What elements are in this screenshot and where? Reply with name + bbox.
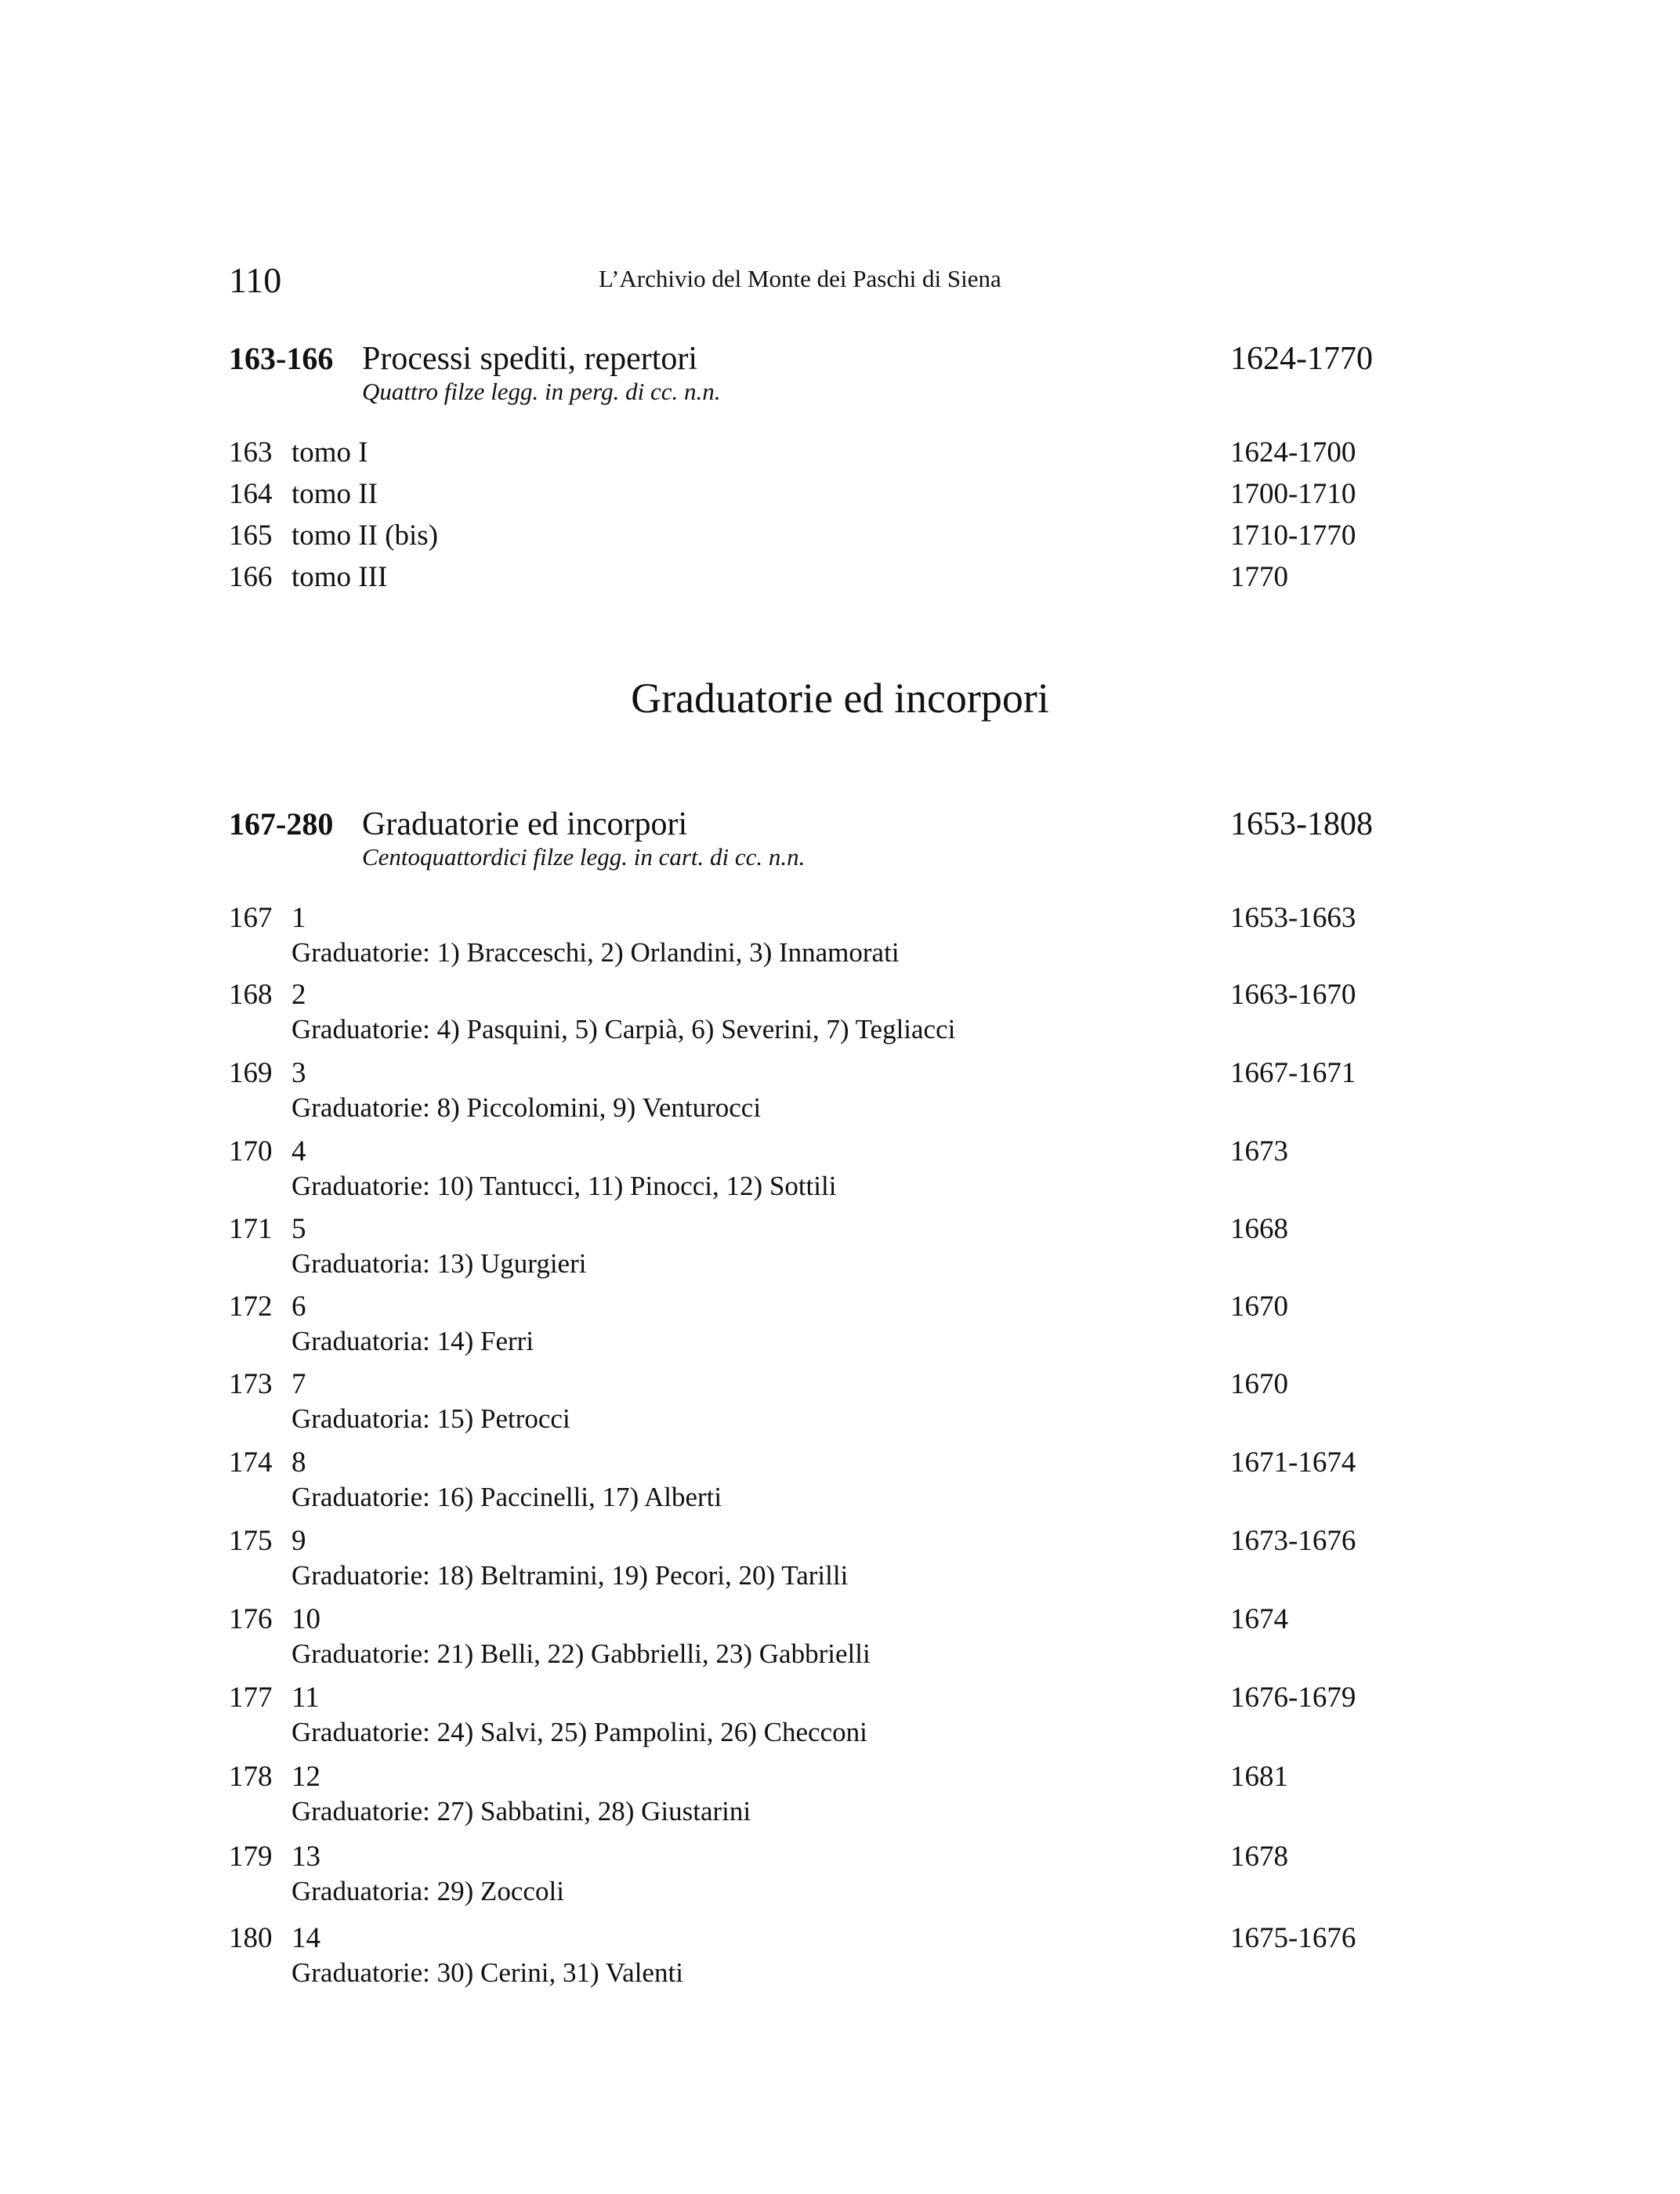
item-number: 166 [229,561,273,593]
item-content: Graduatorie: 8) Piccolomini, 9) Venturocci [291,1092,762,1123]
item-dates: 1670 [1230,1291,1288,1323]
item-dates: 1674 [1230,1603,1288,1635]
volume-number: 14 [291,1922,320,1954]
item-content: Graduatorie: 24) Salvi, 25) Pampolini, 26) Checconi [291,1717,867,1747]
list-item [229,474,1404,515]
series-heading-163-166 [229,337,1404,405]
volume-number: 2 [291,979,306,1011]
volume-number: 11 [291,1682,320,1714]
item-number: 165 [229,520,273,552]
list-item [229,1918,1404,1997]
item-dates: 1624-1700 [1230,436,1356,469]
volume-number: 5 [291,1213,306,1245]
volume-number: 8 [291,1446,306,1479]
item-label: tomo II (bis) [291,520,439,552]
item-number: 171 [229,1213,273,1245]
item-dates: 1710-1770 [1230,520,1356,552]
series-range: 167-280 [229,806,334,842]
item-number: 177 [229,1682,273,1714]
item-number: 179 [229,1841,273,1873]
item-content: Graduatoria: 15) Petrocci [291,1403,570,1434]
item-dates: 1667-1671 [1230,1057,1356,1089]
volume-number: 7 [291,1368,306,1400]
page-number: 110 [229,260,282,300]
item-number: 169 [229,1057,273,1089]
item-number: 167 [229,902,273,934]
item-dates: 1681 [1230,1761,1288,1793]
list-item [229,1131,1404,1210]
list-item [229,557,1404,598]
item-dates: 1653-1663 [1230,902,1356,934]
series-dates: 1653-1808 [1230,806,1373,842]
running-title: L’Archivio del Monte dei Paschi di Siena [599,265,1001,292]
item-dates: 1671-1674 [1230,1446,1356,1479]
item-content: Graduatorie: 10) Tantucci, 11) Pinocci, 12) Sottili [291,1171,837,1201]
list-item [229,1837,1404,1915]
section-title: Graduatorie ed incorpori [631,675,1049,722]
list-item [229,1757,1404,1835]
item-content: Graduatoria: 14) Ferri [291,1326,534,1356]
volume-number: 13 [291,1841,320,1873]
item-number: 170 [229,1135,273,1168]
item-dates: 1700-1710 [1230,478,1356,510]
item-number: 172 [229,1291,273,1323]
item-number: 176 [229,1603,273,1635]
series-range: 163-166 [229,341,334,376]
item-label: tomo II [291,478,378,510]
series-description: Quattro filze legg. in perg. di cc. n.n. [362,378,721,405]
volume-number: 3 [291,1057,306,1089]
item-number: 163 [229,436,273,469]
item-dates: 1670 [1230,1368,1288,1400]
volume-number: 10 [291,1603,320,1635]
item-dates: 1678 [1230,1841,1288,1873]
series-dates: 1624-1770 [1230,341,1373,377]
item-dates: 1770 [1230,561,1288,593]
item-content: Graduatorie: 21) Belli, 22) Gabbrielli, 23) Gabbrielli [291,1638,871,1669]
item-number: 178 [229,1761,273,1793]
volume-number: 9 [291,1525,306,1557]
item-number: 168 [229,979,273,1011]
item-content: Graduatoria: 13) Ugurgieri [291,1248,587,1279]
item-dates: 1673-1676 [1230,1525,1356,1557]
item-content: Graduatoria: 29) Zoccoli [291,1876,564,1906]
list-item [229,975,1404,1053]
list-item [229,433,1404,473]
item-number: 173 [229,1368,273,1400]
volume-number: 12 [291,1761,320,1793]
list-item [229,1678,1404,1756]
series-title: Processi spediti, repertori [362,341,698,377]
item-dates: 1675-1676 [1230,1922,1356,1954]
series-heading-167-280 [229,802,1404,871]
list-item [229,1287,1404,1365]
list-item [229,1599,1404,1678]
item-number: 164 [229,478,273,510]
item-content: Graduatorie: 16) Paccinelli, 17) Alberti [291,1482,722,1512]
item-content: Graduatorie: 4) Pasquini, 5) Carpià, 6) Severini, 7) Tegliacci [291,1014,956,1045]
list-item [229,1364,1404,1443]
item-number: 174 [229,1446,273,1479]
item-number: 175 [229,1525,273,1557]
item-number: 180 [229,1922,273,1954]
item-content: Graduatorie: 27) Sabbatini, 28) Giustarini [291,1796,751,1827]
item-label: tomo I [291,436,368,469]
item-label: tomo III [291,561,388,593]
volume-number: 1 [291,902,306,934]
item-dates: 1673 [1230,1135,1288,1168]
item-dates: 1676-1679 [1230,1682,1356,1714]
volume-number: 4 [291,1135,306,1168]
item-content: Graduatorie: 30) Cerini, 31) Valenti [291,1957,683,1988]
item-dates: 1663-1670 [1230,979,1356,1011]
list-item [229,1521,1404,1599]
volume-number: 6 [291,1291,306,1323]
list-item [229,1443,1404,1521]
series-description: Centoquattordici filze legg. in cart. di cc. n.n. [362,843,806,871]
list-item [229,1053,1404,1131]
list-item [229,516,1404,556]
item-content: Graduatorie: 18) Beltramini, 19) Pecori, 20) Tarilli [291,1560,849,1591]
page-header [229,257,1381,304]
item-dates: 1668 [1230,1213,1288,1245]
item-content: Graduatorie: 1) Bracceschi, 2) Orlandini, 3) Innamorati [291,937,900,968]
list-item [229,898,1404,976]
list-item [229,1209,1404,1287]
series-title: Graduatorie ed incorpori [362,806,688,842]
